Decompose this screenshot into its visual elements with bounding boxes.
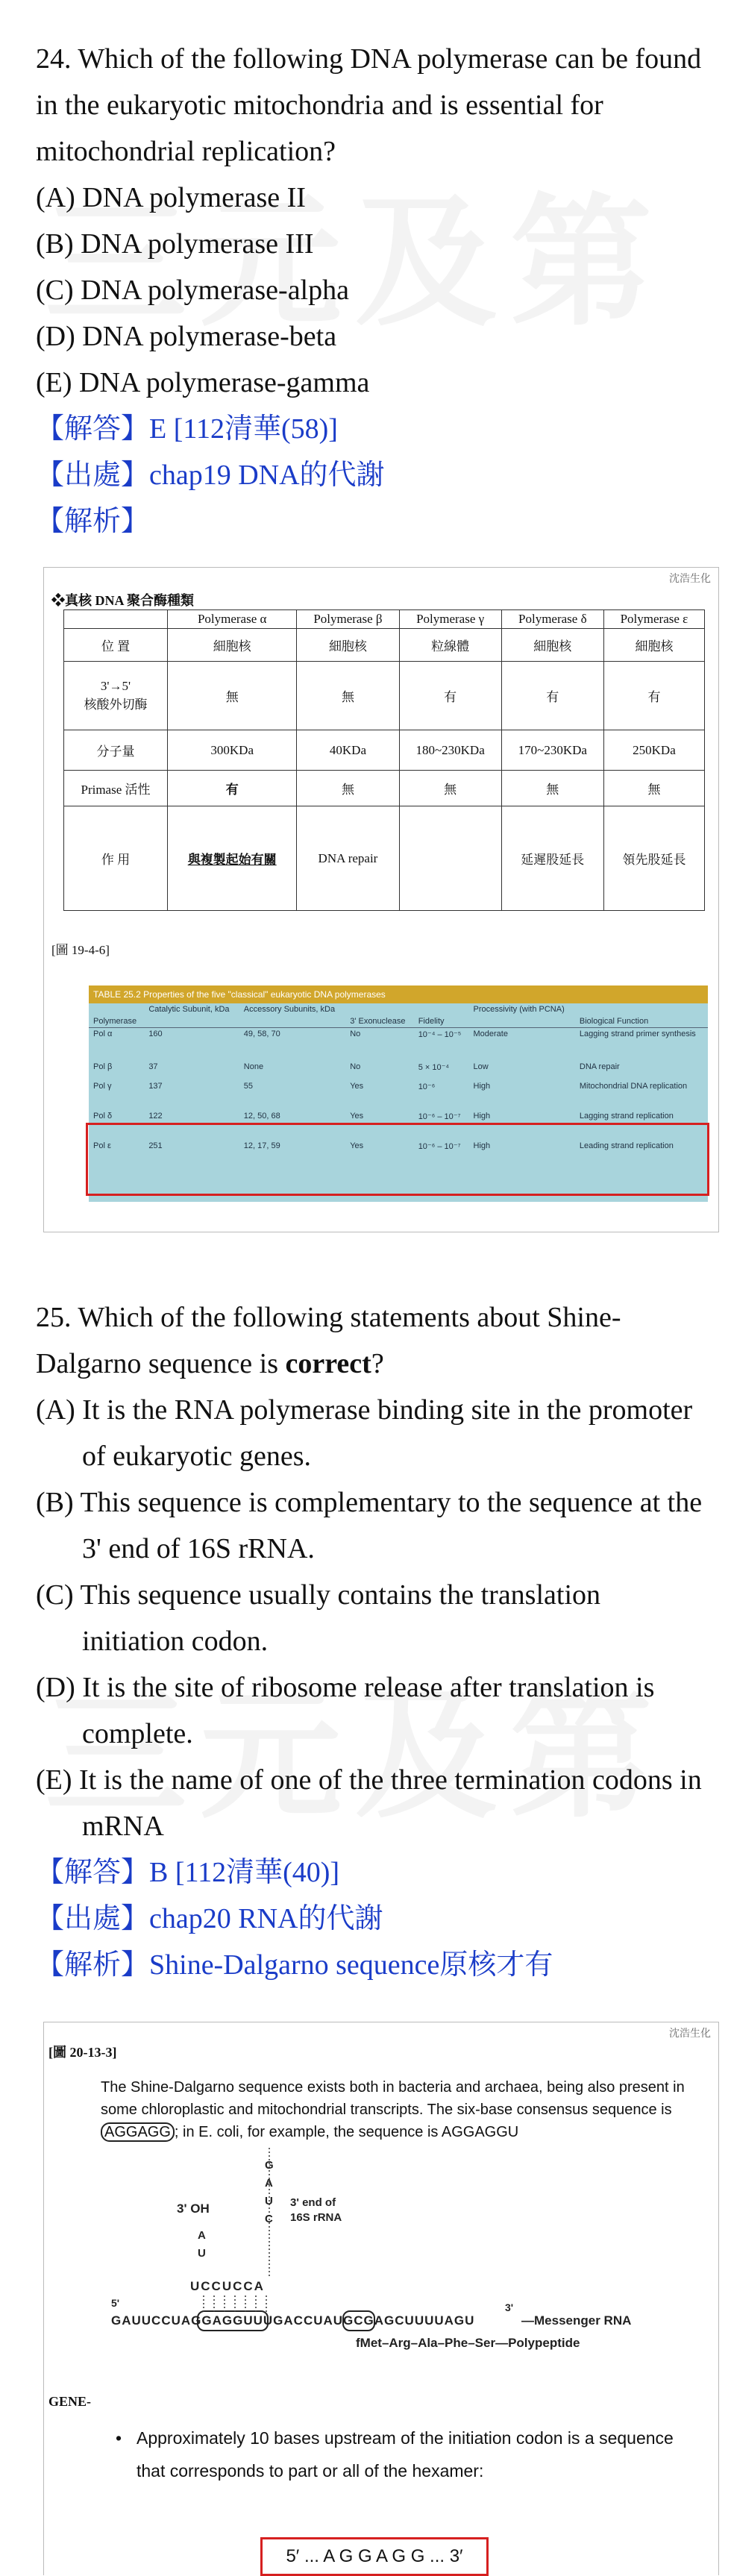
answer-line: 【解答】E [112清華(58)] [36, 413, 338, 445]
rrna-strand-letter: C [265, 2213, 273, 2225]
table-cell: 延遲股延長 [501, 806, 603, 911]
option-e: (E) DNA polymerase-gamma [36, 367, 370, 398]
table-cell: DNA repair [579, 1062, 620, 1071]
polymerase-table [63, 609, 705, 911]
table-row [64, 662, 705, 730]
table-cell: High [473, 1081, 491, 1091]
table-cell: 12, 17, 59 [243, 1141, 280, 1150]
table-cell: 與複製起始有關 [168, 806, 297, 911]
table-cell: 有 [501, 662, 603, 730]
table-cell: Mitochondrial DNA replication [579, 1081, 688, 1091]
table-cell [399, 806, 501, 911]
mrna-sequence: GAUUCCUAGGAGGUUUGACCUAUGCGAGCUUUUAGU [111, 2313, 475, 2328]
table-cell: High [473, 1111, 491, 1121]
table-cell: 251 [148, 1141, 163, 1150]
five-prime-label: 5' [111, 2297, 120, 2309]
table-cell: No [350, 1030, 361, 1038]
sd-paragraph-text: The Shine-Dalgarno sequence exists both in bacteria and archaea, being also present in some chloroplastic and mitochondrial transcripts. The six-base consensus sequence is [101, 2079, 685, 2118]
rrna-strand-letter: A [198, 2229, 206, 2242]
option-b: (B) DNA polymerase III [36, 228, 314, 260]
sd-paragraph-text: ; in E. coli, for example, the sequence is AGGAGGU [174, 2124, 519, 2140]
table-cell: Yes [350, 1111, 364, 1121]
table-cell: High [473, 1141, 491, 1150]
table-header [64, 610, 168, 629]
table-cell: DNA repair [297, 806, 399, 911]
rrna-strand-letter: U [198, 2247, 206, 2260]
source-line: 【出處】chap19 DNA的代謝 [36, 460, 385, 491]
table-header: Polymerase ε [603, 610, 704, 629]
table-cell: 無 [297, 662, 399, 730]
table-cell: 無 [399, 771, 501, 806]
table-cell: 49, 58, 70 [243, 1030, 280, 1038]
table-header: Polymerase β [297, 610, 399, 629]
table-cell: 無 [168, 662, 297, 730]
table-cell: Pol δ [93, 1111, 113, 1121]
three-prime-label: 3' [505, 2301, 514, 2313]
polypeptide-label: fMet–Arg–Ala–Phe–Ser—Polypeptide [356, 2336, 580, 2350]
table-cell: None [243, 1062, 264, 1071]
rrna-strand-letter: A [265, 2177, 273, 2190]
option-c: (C) This sequence usually contains the translation initiation codon. [36, 1579, 601, 1657]
table-cell: 無 [603, 771, 704, 806]
table-cell: 37 [148, 1062, 158, 1071]
table-cell: 作 用 [64, 806, 168, 911]
table-cell: 分子量 [64, 730, 168, 771]
option-a: (A) It is the RNA polymerase binding site in the promoter of eukaryotic genes. [36, 1394, 693, 1472]
table-cell: 有 [168, 771, 297, 806]
table-cell: 細胞核 [603, 629, 704, 662]
table-cell: Pol α [93, 1030, 113, 1038]
gene-label: GENE- [48, 2394, 92, 2409]
table-row [89, 1061, 708, 1080]
figure-credit: 沈浩生化 [669, 2028, 711, 2040]
table-header: Polymerase [93, 1017, 137, 1026]
shine-dalgarno-figure [43, 2022, 719, 2575]
table-header: 3' Exonuclease [350, 1017, 406, 1026]
pairing-lines [44, 2022, 718, 2366]
table-row [64, 629, 705, 662]
table-cell: 12, 50, 68 [243, 1111, 280, 1121]
table-row [89, 1080, 708, 1110]
table-header: Biological Function [579, 1017, 649, 1026]
table-header: Polymerase α [168, 610, 297, 629]
consensus-box: AGGAGG [101, 2122, 175, 2142]
question-stem [36, 1294, 707, 1387]
table-row [89, 1028, 708, 1061]
table-cell: 300KDa [168, 730, 297, 771]
rrna-label: 3' end of 16S rRNA [290, 2196, 342, 2224]
bullet-icon: • [116, 2428, 122, 2448]
gene-bullet [116, 2422, 674, 2487]
table-cell: Yes [350, 1081, 364, 1091]
table-cell: 137 [148, 1081, 163, 1091]
question-24 [36, 36, 707, 545]
table-cell: 5 × 10⁻⁴ [418, 1062, 450, 1072]
table-cell: 位 置 [64, 629, 168, 662]
table-cell: 10⁻⁶ – 10⁻⁷ [418, 1112, 461, 1121]
table-cell: Lagging strand replication [579, 1111, 674, 1121]
table-cell: 3'→5' 核酸外切酶 [64, 662, 168, 730]
table-header: Polymerase γ [399, 610, 501, 629]
question-stem-end: ? [371, 1348, 384, 1379]
analysis-line: 【解析】Shine-Dalgarno sequence原核才有 [36, 1949, 553, 1981]
table-cell: 180~230KDa [399, 730, 501, 771]
table-cell: 55 [243, 1081, 254, 1091]
table-cell: No [350, 1062, 361, 1071]
table-cell: 領先股延長 [603, 806, 704, 911]
table-cell: 有 [399, 662, 501, 730]
table-cell: Low [473, 1062, 489, 1071]
table-cell: 有 [603, 662, 704, 730]
figure-caption: [圖 19-4-6] [51, 943, 110, 957]
answer-line: 【解答】B [112清華(40)] [36, 1857, 340, 1888]
table-cell: Primase 活性 [64, 771, 168, 806]
consensus-sequence: 5′ ... A G G A G G ... 3′ [260, 2537, 489, 2576]
table-header-row [89, 1003, 708, 1028]
table-row [64, 806, 705, 911]
table-cell: 細胞核 [297, 629, 399, 662]
mrna-label: —Messenger RNA [521, 2313, 632, 2328]
option-e: (E) It is the name of one of the three termination codons in mRNA [36, 1764, 702, 1842]
table-cell: 250KDa [603, 730, 704, 771]
table-cell: 無 [501, 771, 603, 806]
analysis-line: 【解析】 [36, 506, 150, 537]
question-stem-text: 25. Which of the following statements about Shine-Dalgarno sequence is [36, 1302, 621, 1379]
table-cell: Lagging strand primer synthesis [579, 1030, 696, 1038]
option-c: (C) DNA polymerase-alpha [36, 275, 349, 306]
table-25-2-title: TABLE 25.2 Properties of the five "classical" eukaryotic DNA polymerases [89, 985, 708, 1003]
table-cell: 10⁻⁴ – 10⁻⁵ [418, 1030, 462, 1039]
question-stem-emphasis: correct [285, 1348, 371, 1379]
rrna-sequence: UCCUCCA [190, 2279, 265, 2293]
rrna-strand-letter: U [265, 2195, 273, 2207]
table-header: Polymerase δ [501, 610, 603, 629]
table-header: Accessory Subunits, kDa [243, 1005, 336, 1014]
table-cell: Moderate [473, 1030, 508, 1038]
question-stem: 24. Which of the following DNA polymerase can be found in the eukaryotic mitochondria and is essential for mitochondrial replication? [36, 43, 702, 167]
oh-label: 3' OH [177, 2201, 210, 2216]
table-cell: 40KDa [297, 730, 399, 771]
option-b: (B) This sequence is complementary to the sequence at the 3' end of 16S rRNA. [36, 1487, 703, 1564]
table-cell: 10⁻⁶ – 10⁻⁷ [418, 1141, 461, 1151]
table-cell: 粒線體 [399, 629, 501, 662]
question-25 [36, 1294, 707, 1988]
table-cell: Pol β [93, 1062, 113, 1071]
table-cell: 170~230KDa [501, 730, 603, 771]
table-row [64, 771, 705, 806]
figure-caption: [圖 20-13-3] [48, 2045, 117, 2060]
rrna-strand-letter: G [265, 2159, 274, 2172]
table-cell: 122 [148, 1111, 163, 1121]
figure-credit: 沈浩生化 [669, 574, 711, 585]
table-header: Catalytic Subunit, kDa [148, 1005, 230, 1014]
table-cell: Pol γ [93, 1081, 112, 1091]
table-header-row [64, 610, 705, 629]
table-cell: 無 [297, 771, 399, 806]
source-line: 【出處】chap20 RNA的代謝 [36, 1903, 383, 1934]
table-25-2 [89, 985, 708, 1202]
polymerase-figure [43, 567, 719, 1232]
table-cell: 細胞核 [501, 629, 603, 662]
option-a: (A) DNA polymerase II [36, 182, 306, 213]
table-cell: 細胞核 [168, 629, 297, 662]
option-d: (D) DNA polymerase-beta [36, 321, 337, 352]
highlight-box [86, 1123, 709, 1196]
table-cell: Pol ε [93, 1141, 111, 1150]
table-header: Processivity (with PCNA) [473, 1005, 565, 1014]
table-cell: 10⁻⁶ [418, 1082, 436, 1091]
table-row [64, 730, 705, 771]
figure-title: ❖真核 DNA 聚合酶種類 [51, 593, 195, 608]
table-cell: Leading strand replication [579, 1141, 674, 1150]
table-cell: 160 [148, 1030, 163, 1038]
table-header: Fidelity [418, 1017, 445, 1026]
option-d: (D) It is the site of ribosome release after translation is complete. [36, 1672, 655, 1749]
bullet-text: Approximately 10 bases upstream of the initiation codon is a sequence that corresponds to part or all of the hexamer: [137, 2428, 674, 2481]
table-cell: Yes [350, 1141, 364, 1150]
